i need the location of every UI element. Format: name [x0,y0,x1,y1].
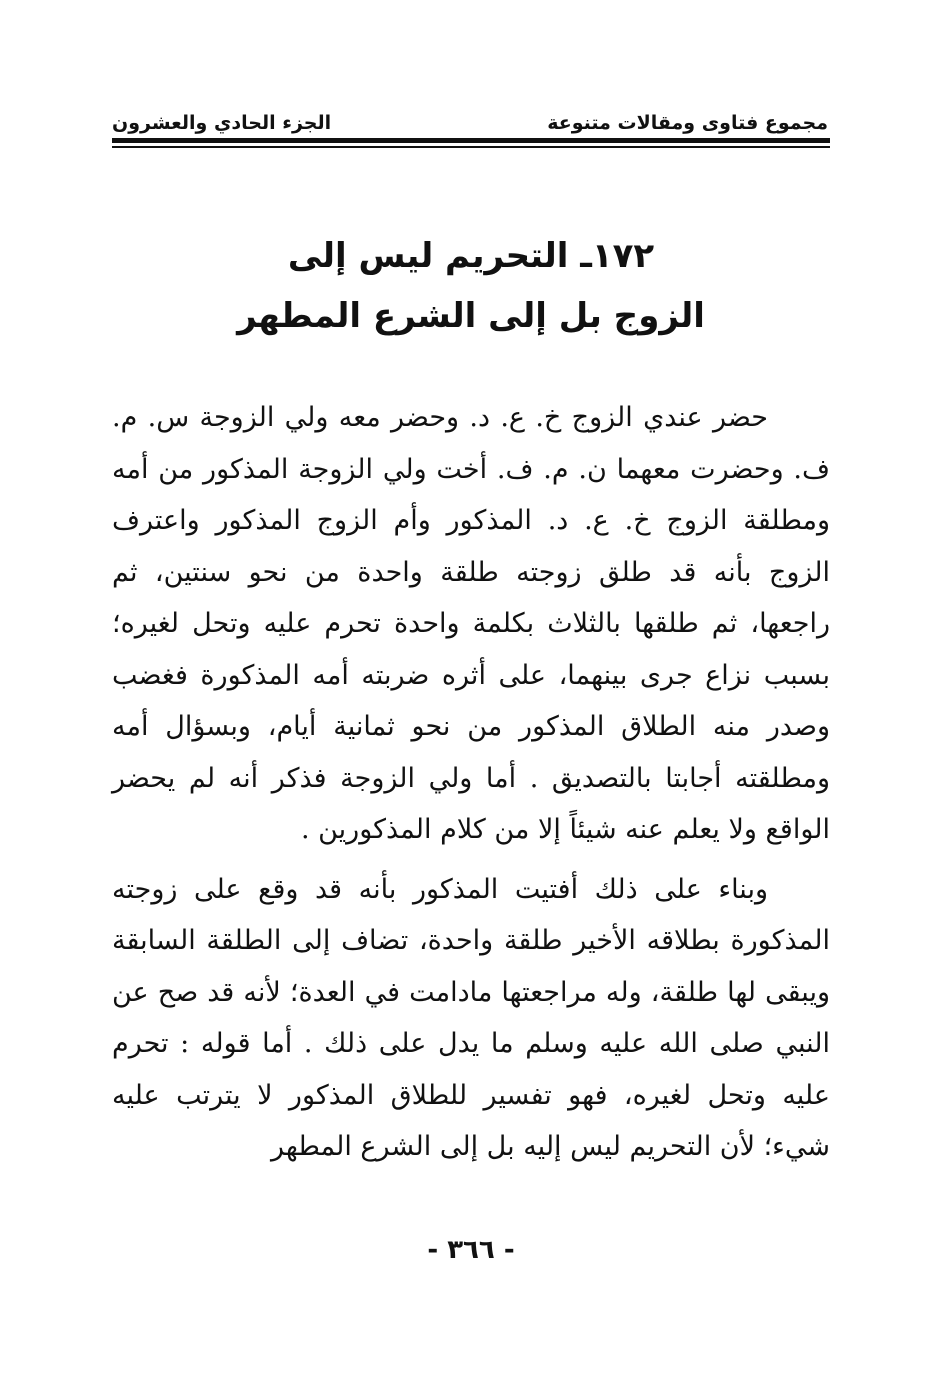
running-header [112,100,828,134]
article-title-line-1: ١٧٢ـ التحريم ليس إلى [287,236,655,276]
book-title: مجموع فتاوى ومقالات متنوعة [547,112,828,134]
header-rule-thin [112,146,830,148]
article-title-line-2: الزوج بل إلى الشرع المطهر [237,296,705,336]
volume-label: الجزء الحادي والعشرون [112,112,332,134]
paragraph-1: حضر عندي الزوج خ. ع. د. وحضر معه ولي الزوجة س. م. ف. وحضرت معهما ن. م. ف. أخت ولي الزوجة المذكور من أمه ومطلقة الزوج خ. ع. د. المذكور وأم الزوج المذكور واعترف الزوج بأنه قد طلق زوجته طلقة واحدة من نحو سنتين، ثم راجعها، ثم طلقها بالثلاث بكلمة واحدة تحرم عليه وتحل لغيره؛ بسبب نزاع جرى بينهما، على أثره ضربته أمه المذكورة فغضب وصدر منه الطلاق المذكور من نحو ثمانية أيام، وبسؤال أمه ومطلقته أجابتا بالتصديق . أما ولي الزوجة فذكر أنه لم يحضر الواقع ولا يعلم عنه شيئاً إلا من كلام المذكورين . [112,402,830,845]
paragraph-2: وبناء على ذلك أفتيت المذكور بأنه قد وقع على زوجته المذكورة بطلاقه الأخير طلقة واحدة، تضاف إلى الطلقة السابقة ويبقى لها طلقة، وله مراجعتها مادامت في العدة؛ لأنه قد صح عن النبي صلى الله عليه وسلم ما يدل على ذلك . أما قوله : تحرم عليه وتحل لغيره، فهو تفسير للطلاق المذكور لا يترتب عليه شيء؛ لأن التحريم ليس إليه بل إلى الشرع المطهر [112,873,830,1162]
header-rule-thick [112,138,830,143]
article-body [112,392,830,1173]
article-title [112,226,830,346]
page-number: - ٣٦٦ - [427,1235,515,1265]
